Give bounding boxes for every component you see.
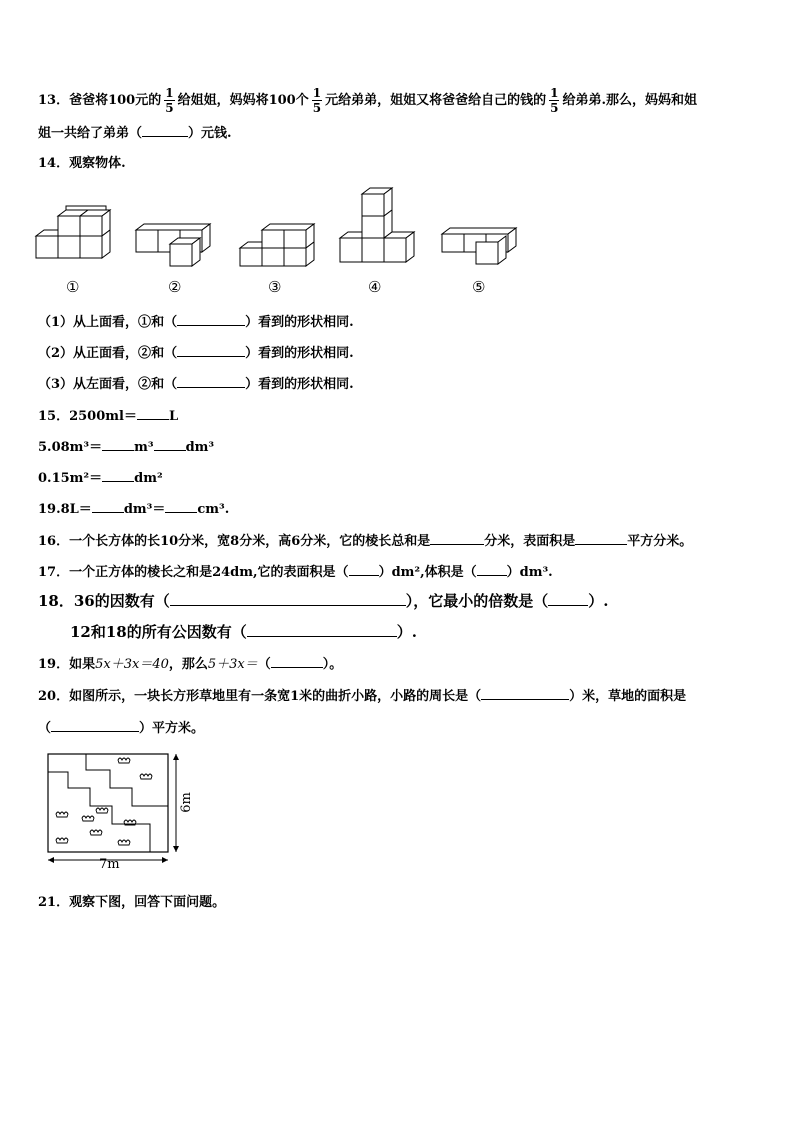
fraction-one-fifth: $\frac{1}{5}$ [312, 86, 322, 115]
q15-line2: 5.08m³＝ m³ dm³ [38, 436, 214, 458]
dimension-height-label: 6m [178, 792, 194, 813]
answer-blank[interactable] [170, 591, 406, 606]
answer-blank[interactable] [102, 467, 134, 482]
figure-label-4: ④ [368, 278, 382, 296]
q18-line2: 12和18的所有公因数有（ ）. [70, 623, 417, 641]
answer-blank[interactable] [575, 530, 627, 545]
q20-line1: 20．如图所示，一块长方形草地里有一条宽1米的曲折小路，小路的周长是（ ）米，草地的面积是 [38, 685, 686, 707]
answer-blank[interactable] [102, 436, 134, 451]
answer-blank[interactable] [430, 530, 484, 545]
lawn-path-diagram [40, 748, 200, 878]
q13-line1: 13．爸爸将100元的 $\frac{1}{5}$ 给姐姐，妈妈将100个 $\frac{1}{5}$ 元给弟弟，姐姐又将爸爸给自己的钱的 $\frac{1}{5}$ 给弟弟.那么，妈妈和姐 [38, 86, 697, 115]
figure-label-1: ① [66, 278, 80, 296]
q13-line2: 姐一共给了弟弟（ ）元钱. [38, 122, 232, 144]
q13-number: 13． [38, 93, 70, 108]
figure-label-5: ⑤ [472, 278, 486, 296]
cube-figure-4 [340, 186, 416, 266]
answer-blank[interactable] [142, 122, 188, 137]
answer-blank[interactable] [247, 622, 397, 637]
cube-figure-3 [240, 222, 322, 268]
cube-figure-5 [442, 226, 518, 268]
answer-blank[interactable] [548, 591, 588, 606]
q15-line1: 15．2500ml＝ L [38, 405, 178, 427]
answer-blank[interactable] [477, 561, 507, 576]
answer-blank[interactable] [177, 342, 245, 357]
q15-line4: 19.8L＝ dm³＝ cm³. [38, 498, 229, 520]
cube-figure-2 [136, 222, 218, 268]
answer-blank[interactable] [165, 498, 197, 513]
answer-blank[interactable] [349, 561, 379, 576]
answer-blank[interactable] [137, 405, 169, 420]
answer-blank[interactable] [481, 685, 569, 700]
cube-figure-1 [36, 206, 116, 262]
q14-title: 14．观察物体. [38, 156, 126, 171]
answer-blank[interactable] [51, 717, 139, 732]
q14-sub1: （1）从上面看，①和（ ）看到的形状相同. [38, 311, 354, 333]
dimension-width-label: 7m [99, 857, 120, 872]
q15-line3: 0.15m²＝ dm² [38, 467, 163, 489]
q18-line1: 18．36的因数有（ ），它最小的倍数是（ ）. [38, 592, 609, 610]
q19: 19．如果5x＋3x＝40，那么5＋3x＝（ ）。 [38, 653, 342, 675]
q21: 21．观察下图，回答下面问题。 [38, 895, 226, 910]
fraction-one-fifth: $\frac{1}{5}$ [165, 86, 174, 115]
answer-blank[interactable] [271, 653, 323, 668]
q16: 16．一个长方体的长10分米，宽8分米，高6分米，它的棱长总和是 分米，表面积是 平方分米。 [38, 530, 692, 552]
fraction-one-fifth: $\frac{1}{5}$ [550, 86, 559, 115]
q14-sub2: （2）从正面看，②和（ ）看到的形状相同. [38, 342, 354, 364]
answer-blank[interactable] [177, 311, 245, 326]
answer-blank[interactable] [177, 373, 245, 388]
figure-label-2: ② [168, 278, 182, 296]
q14-sub3: （3）从左面看，②和（ ）看到的形状相同. [38, 373, 354, 395]
answer-blank[interactable] [92, 498, 124, 513]
q20-line2: （ ）平方米。 [38, 717, 204, 739]
figure-label-3: ③ [268, 278, 282, 296]
answer-blank[interactable] [154, 436, 186, 451]
q17: 17．一个正方体的棱长之和是24dm,它的表面积是（ ）dm²,体积是（ ）dm³. [38, 561, 553, 583]
